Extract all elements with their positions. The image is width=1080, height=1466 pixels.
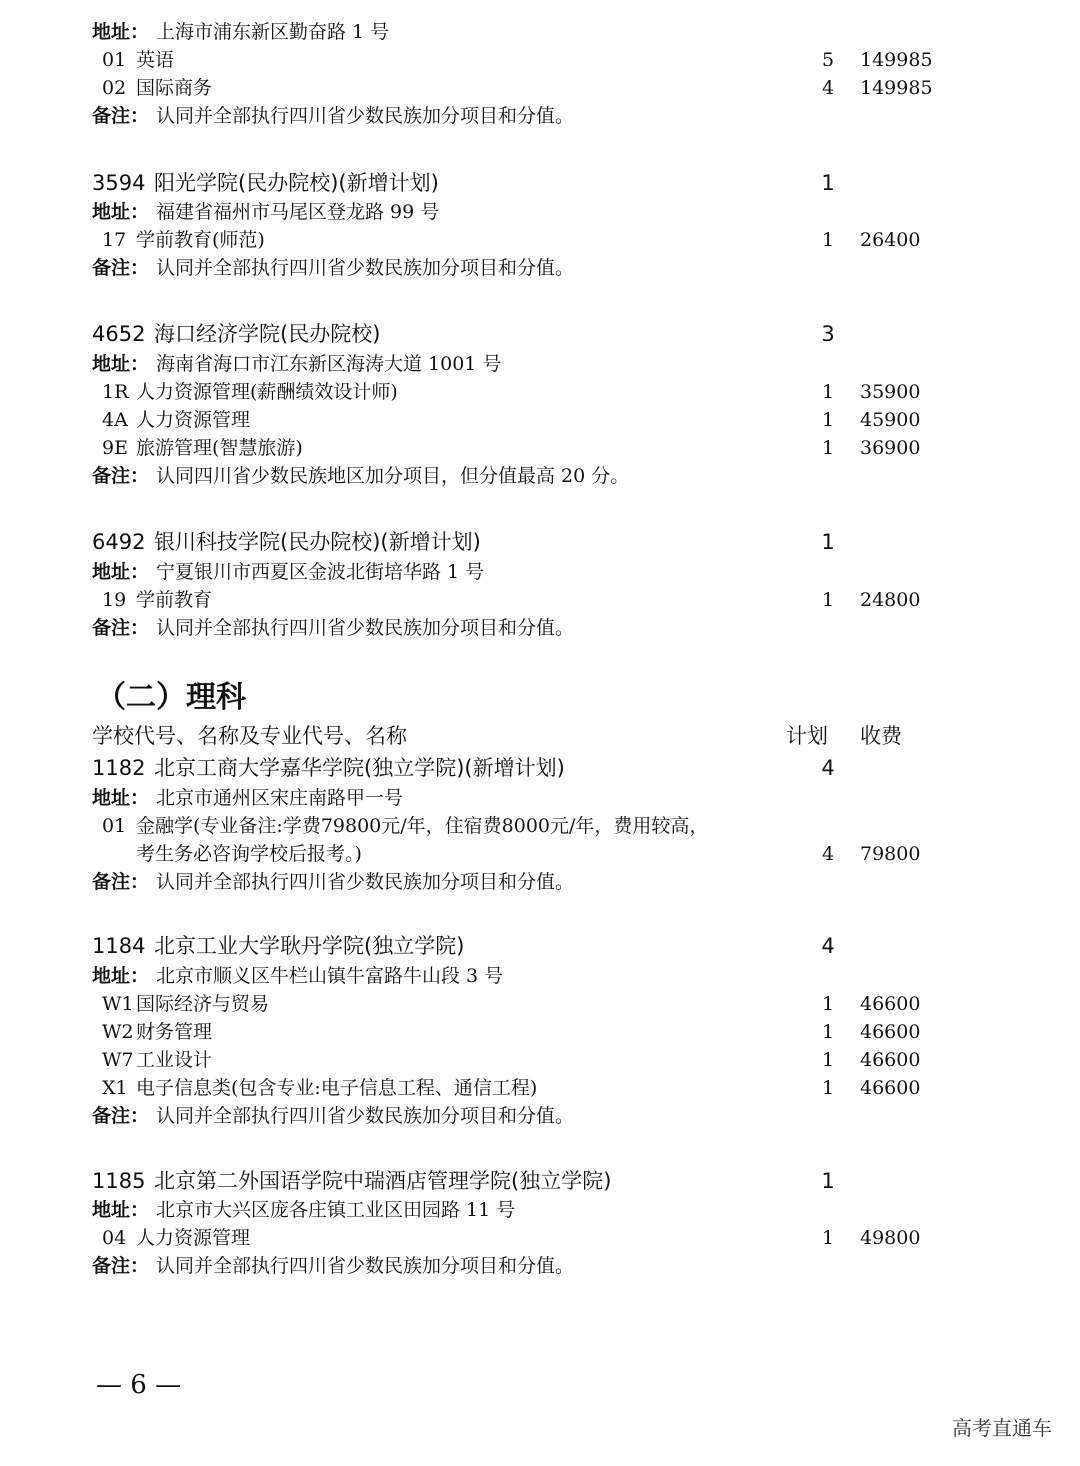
address-value: 北京市大兴区庞各庄镇工业区田园路 11 号 (156, 1199, 516, 1221)
school-name: 北京工商大学嘉华学院(独立学院)(新增计划) (154, 756, 565, 780)
major-name: 学前教育 (136, 589, 213, 611)
major-code: W7 (102, 1049, 134, 1071)
address-label: 地址： (92, 561, 150, 583)
line-addr (0, 18, 1080, 46)
major-plan: 5 (821, 49, 835, 71)
column-header-fee: 收费 (860, 724, 902, 748)
page-number: — 6 — (96, 1370, 182, 1400)
school-plan-total: 4 (821, 934, 835, 958)
remark-value: 认同并全部执行四川省少数民族加分项目和分值。 (156, 617, 575, 639)
major-fee: 46600 (860, 993, 921, 1015)
line-school (0, 169, 1080, 197)
remark-label: 备注： (92, 257, 150, 279)
major-name-continued: 考生务必咨询学校后报考。) (136, 843, 362, 865)
school-plan-total: 3 (821, 322, 835, 346)
major-name: 国际商务 (136, 77, 213, 99)
major-fee: 35900 (860, 381, 921, 403)
section-title-science: （二）理科 (96, 680, 246, 715)
major-code: 4A (102, 409, 128, 431)
address-label: 地址： (92, 1199, 150, 1221)
major-plan: 1 (821, 437, 835, 459)
major-code: 1R (102, 381, 129, 403)
line-note (0, 614, 1080, 642)
school-name: 海口经济学院(民办院校) (154, 322, 381, 346)
line-addr (0, 558, 1080, 586)
major-fee: 46600 (860, 1021, 921, 1043)
remark-label: 备注： (92, 1105, 150, 1127)
address-label: 地址： (92, 965, 150, 987)
major-code: 04 (102, 1227, 127, 1249)
address-value: 北京市顺义区牛栏山镇牛富路牛山段 3 号 (156, 965, 504, 987)
major-plan: 1 (821, 409, 835, 431)
line-addr (0, 962, 1080, 990)
address-value: 海南省海口市江东新区海涛大道 1001 号 (156, 353, 502, 375)
line-note (0, 462, 1080, 490)
school-code: 1182 (92, 756, 146, 780)
address-value: 上海市浦东新区勤奋路 1 号 (156, 21, 390, 43)
major-code: 01 (102, 49, 127, 71)
line-addr (0, 350, 1080, 378)
school-plan-total: 1 (821, 530, 835, 554)
major-name: 财务管理 (136, 1021, 213, 1043)
line-school (0, 320, 1080, 348)
line-major (0, 1224, 1080, 1252)
remark-label: 备注： (92, 617, 150, 639)
line-note (0, 102, 1080, 130)
line-header (0, 722, 1080, 750)
line-cont (0, 840, 1080, 868)
line-addr (0, 784, 1080, 812)
line-major (0, 434, 1080, 462)
remark-value: 认同并全部执行四川省少数民族加分项目和分值。 (156, 105, 575, 127)
major-plan: 4 (821, 77, 835, 99)
major-name: 学前教育(师范) (136, 229, 265, 251)
major-fee: 46600 (860, 1077, 921, 1099)
major-fee: 149985 (860, 49, 933, 71)
school-name: 阳光学院(民办院校)(新增计划) (154, 171, 439, 195)
major-plan: 1 (821, 589, 835, 611)
remark-label: 备注： (92, 465, 150, 487)
major-code: W2 (102, 1021, 134, 1043)
line-school (0, 932, 1080, 960)
major-plan: 1 (821, 993, 835, 1015)
address-value: 福建省福州市马尾区登龙路 99 号 (156, 201, 440, 223)
line-major (0, 226, 1080, 254)
address-value: 宁夏银川市西夏区金波北街培华路 1 号 (156, 561, 485, 583)
major-name: 国际经济与贸易 (136, 993, 270, 1015)
address-label: 地址： (92, 353, 150, 375)
school-code: 6492 (92, 530, 146, 554)
major-fee: 26400 (860, 229, 921, 251)
line-addr (0, 1196, 1080, 1224)
major-fee: 149985 (860, 77, 933, 99)
major-plan: 1 (821, 1021, 835, 1043)
school-plan-total: 1 (821, 1169, 835, 1193)
major-name: 英语 (136, 49, 175, 71)
major-fee: 79800 (860, 843, 921, 865)
line-school (0, 528, 1080, 556)
remark-value: 认同四川省少数民族地区加分项目，但分值最高 20 分。 (156, 465, 630, 487)
remark-value: 认同并全部执行四川省少数民族加分项目和分值。 (156, 1255, 575, 1277)
line-major (0, 46, 1080, 74)
line-major (0, 74, 1080, 102)
major-fee: 24800 (860, 589, 921, 611)
school-code: 4652 (92, 322, 146, 346)
school-code: 1185 (92, 1169, 146, 1193)
line-major (0, 1074, 1080, 1102)
line-major (0, 1018, 1080, 1046)
school-name: 北京工业大学耿丹学院(独立学院) (154, 934, 465, 958)
major-name: 人力资源管理(薪酬绩效设计师) (136, 381, 398, 403)
line-major (0, 990, 1080, 1018)
major-plan: 1 (821, 1077, 835, 1099)
line-addr (0, 198, 1080, 226)
address-label: 地址： (92, 787, 150, 809)
major-fee: 49800 (860, 1227, 921, 1249)
major-code: 9E (102, 437, 128, 459)
major-name: 旅游管理(智慧旅游) (136, 437, 303, 459)
line-note (0, 868, 1080, 896)
major-name: 电子信息类(包含专业:电子信息工程、通信工程) (136, 1077, 538, 1099)
major-name: 人力资源管理 (136, 409, 251, 431)
remark-label: 备注： (92, 1255, 150, 1277)
school-plan-total: 4 (821, 756, 835, 780)
major-code: W1 (102, 993, 134, 1015)
line-major (0, 812, 1080, 840)
line-school (0, 1167, 1080, 1195)
line-note (0, 1102, 1080, 1130)
major-fee: 45900 (860, 409, 921, 431)
major-name: 人力资源管理 (136, 1227, 251, 1249)
line-note (0, 1252, 1080, 1280)
major-fee: 36900 (860, 437, 921, 459)
remark-label: 备注： (92, 871, 150, 893)
major-plan: 1 (821, 1227, 835, 1249)
address-value: 北京市通州区宋庄南路甲一号 (156, 787, 404, 809)
school-name: 银川科技学院(民办院校)(新增计划) (154, 530, 481, 554)
address-label: 地址： (92, 21, 150, 43)
column-header-school: 学校代号、名称及专业代号、名称 (92, 724, 407, 748)
line-major (0, 406, 1080, 434)
watermark: 高考直通车 (952, 1416, 1052, 1440)
major-code: X1 (102, 1077, 128, 1099)
school-name: 北京第二外国语学院中瑞酒店管理学院(独立学院) (154, 1169, 612, 1193)
line-major (0, 1046, 1080, 1074)
major-plan: 1 (821, 381, 835, 403)
remark-label: 备注： (92, 105, 150, 127)
major-code: 17 (102, 229, 127, 251)
address-label: 地址： (92, 201, 150, 223)
line-note (0, 254, 1080, 282)
major-fee: 46600 (860, 1049, 921, 1071)
major-code: 02 (102, 77, 127, 99)
remark-value: 认同并全部执行四川省少数民族加分项目和分值。 (156, 871, 575, 893)
school-code: 1184 (92, 934, 146, 958)
line-major (0, 586, 1080, 614)
major-code: 01 (102, 815, 127, 837)
major-code: 19 (102, 589, 127, 611)
major-name: 金融学(专业备注:学费79800元/年，住宿费8000元/年，费用较高， (136, 815, 709, 837)
school-code: 3594 (92, 171, 146, 195)
major-plan: 1 (821, 1049, 835, 1071)
major-plan: 1 (821, 229, 835, 251)
remark-value: 认同并全部执行四川省少数民族加分项目和分值。 (156, 257, 575, 279)
line-school (0, 754, 1080, 782)
remark-value: 认同并全部执行四川省少数民族加分项目和分值。 (156, 1105, 575, 1127)
school-plan-total: 1 (821, 171, 835, 195)
column-header-plan: 计划 (786, 724, 828, 748)
major-plan: 4 (821, 843, 835, 865)
major-name: 工业设计 (136, 1049, 213, 1071)
line-major (0, 378, 1080, 406)
